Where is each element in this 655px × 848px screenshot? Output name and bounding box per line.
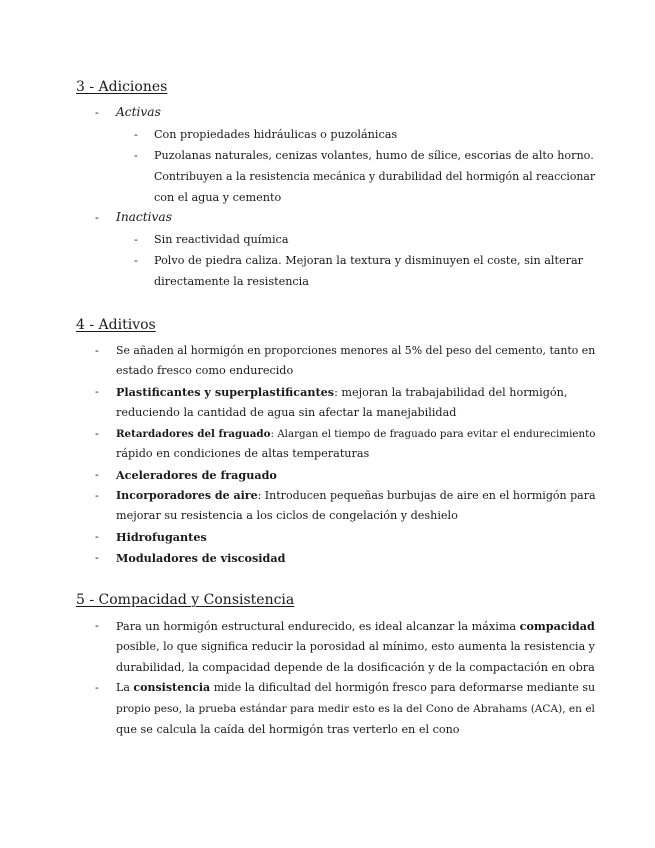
subheading-inactivas: Inactivas	[116, 210, 172, 224]
list-item	[116, 489, 596, 503]
list-item	[116, 427, 595, 441]
list-item-continuation: con el agua y cemento	[154, 191, 282, 204]
list-item: Polvo de piedra caliza. Mejoran la textura y disminuyen el coste, sin alterar	[154, 254, 583, 267]
list-item-continuation: directamente la resistencia	[154, 275, 309, 288]
term-incorporadores: Incorporadores de aire	[116, 489, 258, 502]
section-heading-adiciones: 3 - Adiciones	[76, 79, 168, 95]
list-dash: -	[95, 468, 99, 481]
item-text: La	[116, 681, 134, 694]
list-item	[116, 530, 207, 545]
list-item-continuation: reduciendo la cantidad de agua sin afectar la manejabilidad	[116, 406, 457, 419]
list-item	[116, 468, 277, 483]
list-item-continuation: posible, lo que significa reducir la porosidad al mínimo, esto aumenta la resistencia y	[116, 640, 595, 653]
list-item: Puzolanas naturales, cenizas volantes, humo de sílice, escorias de alto horno.	[154, 149, 594, 162]
item-text: mide la dificultad del hormigón fresco para deformarse mediante su	[210, 681, 596, 694]
list-item-continuation: durabilidad, la compacidad depende de la dosificación y de la compactación en obra	[116, 661, 595, 674]
term-hidrofugantes: Hidrofugantes	[116, 530, 207, 544]
item-text: Para un hormigón estructural endurecido, es ideal alcanzar la máxima	[116, 620, 520, 633]
list-dash: -	[134, 149, 138, 162]
list-item-continuation: que se calcula la caída del hormigón tras verterlo en el cono	[116, 723, 460, 736]
list-dash: -	[134, 128, 138, 141]
term-retardadores: Retardadores del fraguado	[116, 428, 271, 440]
item-text: : Alargan el tiempo de fraguado para evitar el endurecimiento	[270, 428, 596, 440]
list-dash: -	[134, 233, 138, 246]
list-item	[116, 551, 285, 566]
list-dash: -	[95, 427, 99, 440]
term-moduladores: Moduladores de viscosidad	[116, 551, 286, 565]
list-item	[116, 619, 595, 634]
list-dash: -	[95, 211, 99, 224]
list-item-continuation: estado fresco como endurecido	[116, 364, 294, 377]
list-item-continuation: propio peso, la prueba estándar para medir esto es la del Cono de Abrahams (ACA), en el	[116, 703, 595, 715]
list-dash: -	[95, 551, 99, 564]
list-item	[116, 681, 595, 695]
list-dash: -	[95, 385, 99, 398]
section-heading-aditivos: 4 - Aditivos	[76, 317, 156, 333]
list-dash: -	[95, 344, 99, 357]
list-item-continuation: mejorar su resistencia a los ciclos de congelación y deshielo	[116, 509, 458, 522]
list-dash: -	[95, 681, 99, 694]
list-item	[116, 385, 567, 400]
term-aceleradores: Aceleradores de fraguado	[116, 468, 277, 482]
list-dash: -	[95, 106, 99, 119]
list-item-continuation: rápido en condiciones de altas temperaturas	[116, 447, 370, 460]
term-consistencia: consistencia	[133, 681, 211, 694]
list-item: Sin reactividad química	[154, 233, 289, 246]
subheading-activas: Activas	[116, 105, 161, 119]
list-dash: -	[95, 489, 99, 502]
list-item: Se añaden al hormigón en proporciones menores al 5% del peso del cemento, tanto en	[116, 344, 596, 357]
term-plastificantes: Plastificantes y superplastificantes	[116, 385, 335, 399]
item-text: : Introducen pequeñas burbujas de aire en el hormigón para	[257, 489, 596, 502]
list-dash: -	[95, 530, 99, 543]
term-compacidad: compacidad	[519, 619, 595, 633]
list-item: Con propiedades hidráulicas o puzolánicas	[154, 128, 398, 141]
item-text: : mejoran la trabajabilidad del hormigón,	[334, 386, 568, 399]
section-heading-compacidad: 5 - Compacidad y Consistencia	[76, 592, 295, 608]
list-item-continuation: Contribuyen a la resistencia mecánica y durabilidad del hormigón al reaccionar	[154, 170, 596, 183]
list-dash: -	[134, 254, 138, 267]
list-dash: -	[95, 619, 99, 632]
